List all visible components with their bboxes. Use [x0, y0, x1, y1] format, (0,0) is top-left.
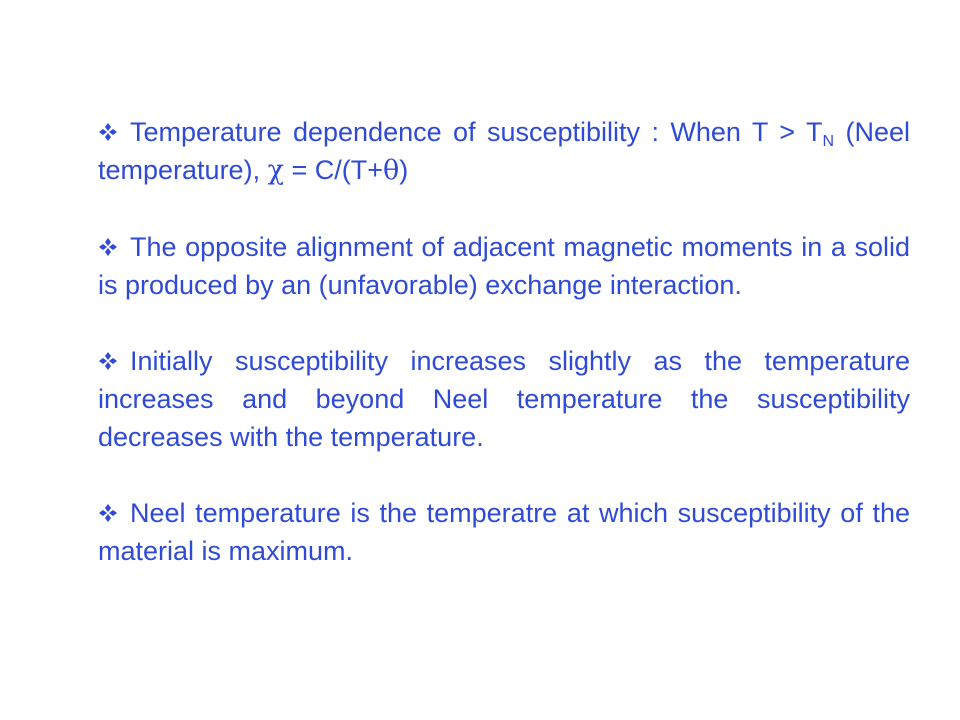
- bullet-neel-temperature: [98, 494, 910, 570]
- four-petal-diamond-bullet-icon: [98, 237, 120, 257]
- bullet-initial-susceptibility: [98, 342, 910, 456]
- bullet-1-text-d: ): [399, 155, 409, 185]
- bullet-temperature-dependence: [98, 113, 910, 190]
- theta-symbol: θ: [382, 155, 400, 186]
- four-petal-diamond-bullet-icon: [98, 122, 120, 142]
- bullet-1-text-b: (Neel temperature),: [98, 117, 910, 185]
- bullet-opposite-alignment: [98, 228, 910, 304]
- bullet-1-text-a: Temperature dependence of susceptibility : When T > T: [130, 117, 823, 147]
- bullet-4-text: Neel temperature is the temperatre at which susceptibility of the material is maximum.: [98, 498, 910, 566]
- four-petal-diamond-bullet-icon: [98, 351, 120, 371]
- bullet-2-text: The opposite alignment of adjacent magnetic moments in a solid is produced by an (unfavorable) exchange interaction.: [98, 232, 910, 300]
- four-petal-diamond-bullet-icon: [98, 503, 120, 523]
- slide-content: [98, 113, 910, 608]
- chi-symbol: χ: [267, 155, 284, 186]
- bullet-3-text: Initially susceptibility increases slightly as the temperature increases and beyond Neel temperature the susceptibility decreases with the temperature.: [98, 346, 910, 452]
- bullet-1-text-c: = C/(T+: [283, 155, 383, 185]
- neel-subscript: N: [822, 133, 835, 150]
